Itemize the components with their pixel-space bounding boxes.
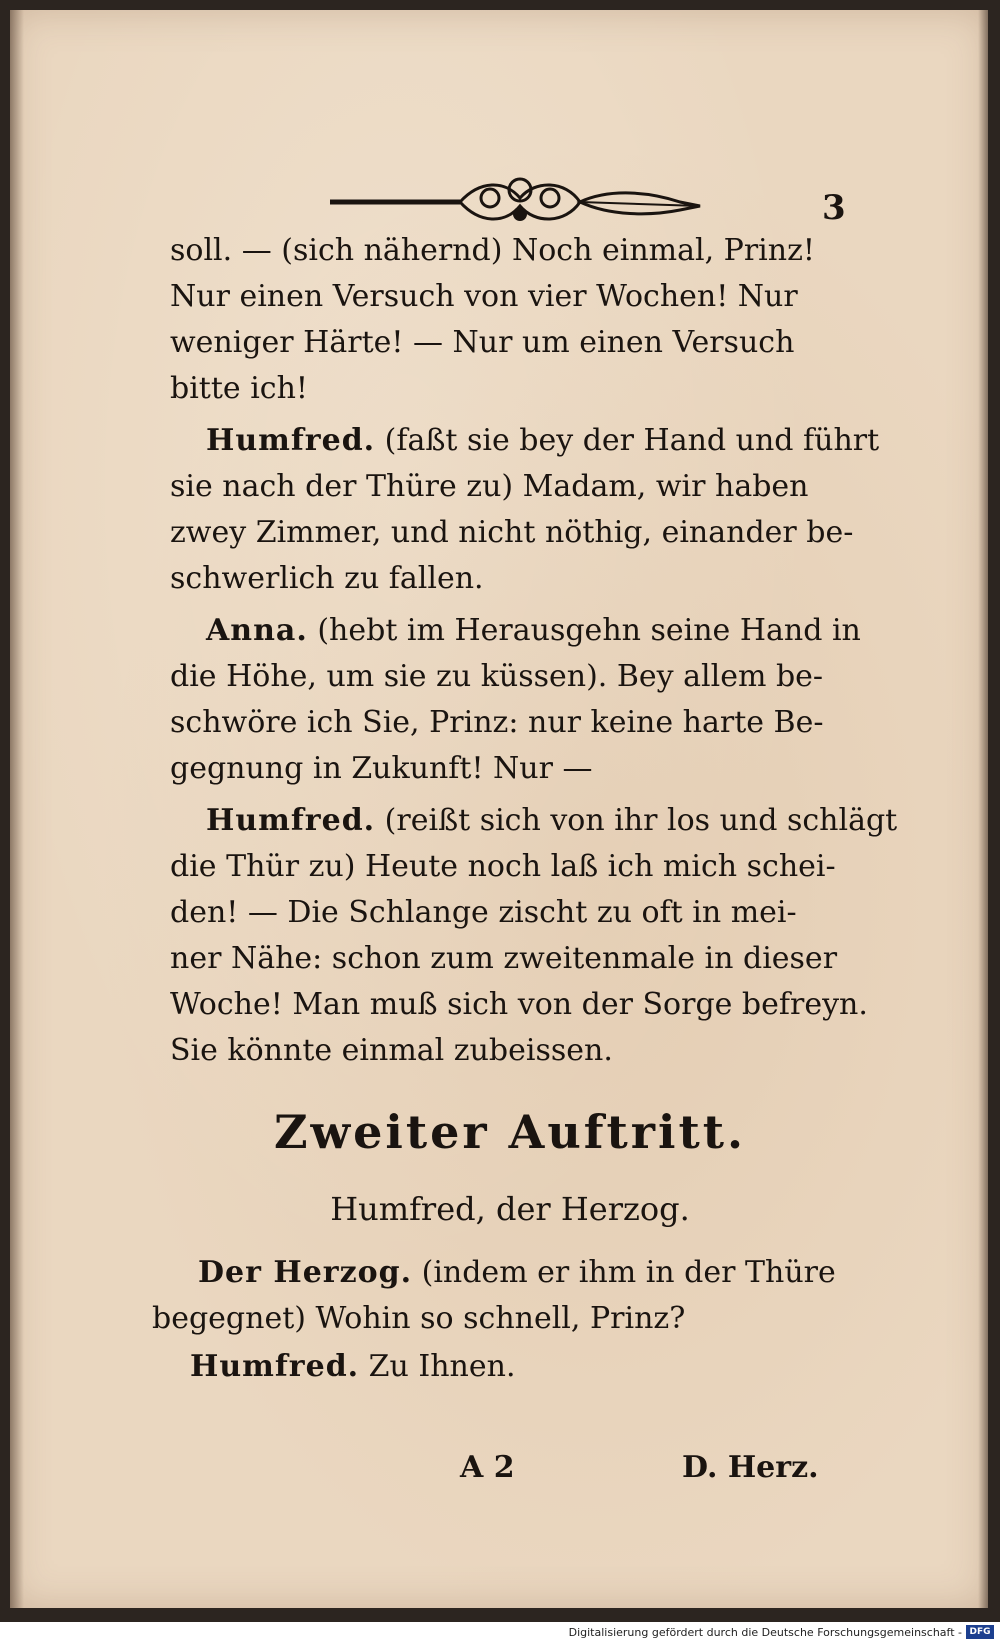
catchword: D. Herz. [682,1450,819,1485]
floral-rule-ornament-icon [330,170,710,230]
dialogue-paragraph [152,1250,850,1342]
paragraph [170,228,850,412]
text-line: Nur einen Versuch von vier Wochen! Nur [170,279,798,314]
speaker-name: Humfred. [206,423,376,458]
line-text: (indem er ihm in der Thüre [421,1255,836,1290]
dfg-logo-icon: DFG [966,1625,994,1639]
text-line [170,798,898,844]
text-line: schwerlich zu fallen. [170,561,484,596]
text-line [170,1250,850,1296]
text-line: Woche! Man muß sich von der Sorge befreyn. [170,987,868,1022]
text-line: bitte ich! [170,371,308,406]
scene-title: Zweiter Auftritt. [273,1105,747,1159]
text-line: soll. — (sich nähernd) Noch einmal, Prinz! [170,233,815,268]
dialogue-paragraph [170,1344,850,1390]
scene-persons: Humfred, der Herzog. [330,1190,690,1228]
speaker-name: Humfred. [206,803,376,838]
text-line: sie nach der Thüre zu) Madam, wir haben [170,469,809,504]
text-line: ner Nähe: schon zum zweitenmale in dieser [170,941,838,976]
dialogue-paragraph [170,798,898,1074]
speaker-name: Der Herzog. [198,1255,413,1290]
book-page [10,10,988,1608]
text-line: weniger Härte! — Nur um einen Versuch [170,325,795,360]
signature-mark: A 2 [460,1450,515,1485]
line-text: (reißt sich von ihr los und schlägt [384,803,898,838]
speaker-name: Anna. [206,613,308,648]
line-text: (hebt im Herausgehn seine Hand in [317,613,861,648]
speaker-name: Humfred. [190,1349,360,1384]
line-text: (faßt sie bey der Hand und führt [384,423,880,458]
text-line [170,1344,850,1390]
funding-credit: Digitalisierung gefördert durch die Deutsche Forschungsgemeinschaft - [568,1626,962,1639]
text-line: die Höhe, um sie zu küssen). Bey allem be- [170,659,824,694]
line-text: Zu Ihnen. [368,1349,516,1384]
text-line [170,418,880,464]
text-line: schwöre ich Sie, Prinz: nur keine harte Be- [170,705,824,740]
text-line: den! — Die Schlange zischt zu oft in mei- [170,895,797,930]
dialogue-paragraph [170,608,861,792]
text-line: zwey Zimmer, und nicht nöthig, einander be- [170,515,854,550]
text-line: Sie könnte einmal zubeissen. [170,1033,613,1068]
page-number: 3 [822,188,846,228]
text-line: begegnet) Wohin so schnell, Prinz? [152,1301,686,1336]
text-line: gegnung in Zukunft! Nur — [170,751,593,786]
dialogue-paragraph [170,418,880,602]
credit-bar [0,1622,1000,1647]
text-line [170,608,861,654]
text-line: die Thür zu) Heute noch laß ich mich schei- [170,849,836,884]
